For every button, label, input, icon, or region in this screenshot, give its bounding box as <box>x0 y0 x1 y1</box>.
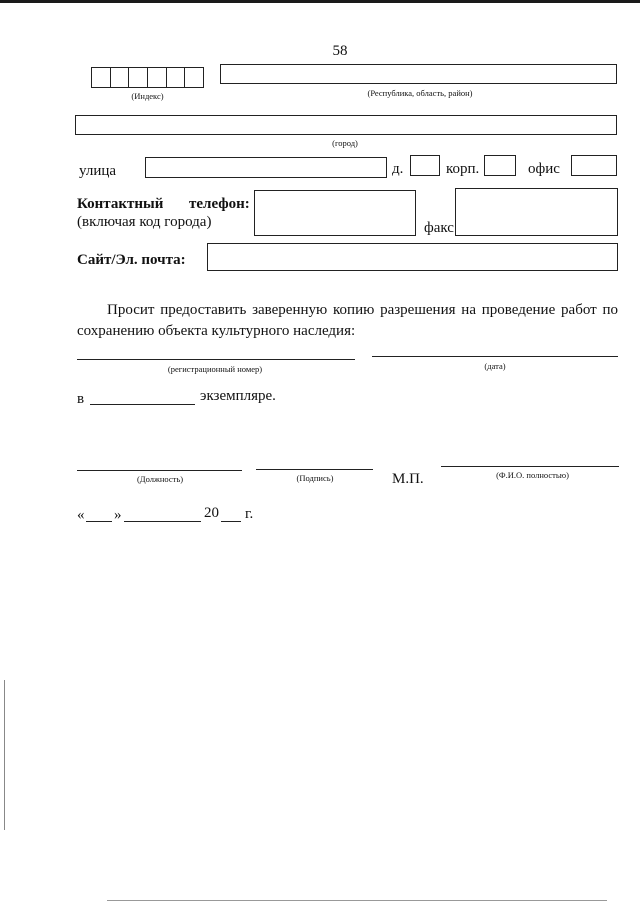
signature-line[interactable] <box>256 469 373 470</box>
site-email-label: Сайт/Эл. почта: <box>77 252 186 268</box>
street-label: улица <box>79 163 117 179</box>
stamp-label: М.П. <box>392 471 424 487</box>
office-field[interactable] <box>571 155 617 176</box>
copies-count-line[interactable] <box>90 404 195 405</box>
city-field[interactable] <box>75 115 617 135</box>
year-line[interactable] <box>221 521 241 522</box>
phone-note: (включая код города) <box>77 214 212 230</box>
index-digit-cell[interactable] <box>92 68 111 87</box>
region-caption: (Республика, область, район) <box>367 88 473 98</box>
index-caption: (Индекс) <box>131 91 164 101</box>
signature-caption: (Подпись) <box>296 473 334 483</box>
position-line[interactable] <box>77 470 242 471</box>
city-caption: (город) <box>332 138 358 148</box>
position-caption: (Должность) <box>136 474 184 484</box>
fax-field[interactable] <box>455 188 618 236</box>
street-field[interactable] <box>145 157 387 178</box>
house-label: д. <box>392 161 404 177</box>
page-number: 58 <box>332 43 348 59</box>
scan-bottom-mark <box>107 900 607 901</box>
index-digit-cell[interactable] <box>129 68 148 87</box>
date-line[interactable] <box>372 356 618 357</box>
copies-suffix: экземпляре. <box>200 388 276 404</box>
phone-field[interactable] <box>254 190 416 236</box>
fax-label: факс <box>424 220 454 236</box>
phone-label-word1: Контактный <box>77 196 164 212</box>
copies-prefix: в <box>77 391 85 407</box>
year-suffix: г. <box>245 506 254 522</box>
top-border <box>0 0 640 3</box>
full-name-line[interactable] <box>441 466 619 467</box>
index-digit-cell[interactable] <box>148 68 167 87</box>
building-field[interactable] <box>484 155 516 176</box>
index-digit-cell[interactable] <box>167 68 186 87</box>
date-close-quote: » <box>114 507 122 523</box>
date-caption: (дата) <box>484 361 506 371</box>
date-open-quote: « <box>77 507 85 523</box>
region-field[interactable] <box>220 64 617 84</box>
day-line[interactable] <box>86 521 112 522</box>
building-label: корп. <box>446 161 480 177</box>
month-line[interactable] <box>124 521 201 522</box>
office-label: офис <box>528 161 560 177</box>
registration-number-line[interactable] <box>77 359 355 360</box>
index-field[interactable] <box>91 67 204 88</box>
site-email-field[interactable] <box>207 243 618 271</box>
full-name-caption: (Ф.И.О. полностью) <box>496 470 569 480</box>
house-field[interactable] <box>410 155 440 176</box>
index-digit-cell[interactable] <box>111 68 130 87</box>
scan-edge-mark <box>4 680 5 830</box>
year-prefix: 20 <box>204 505 219 521</box>
request-text: Просит предоставить заверенную копию разрешения на проведение работ по сохранению объекта культурного наследия: <box>77 302 618 339</box>
registration-number-caption: (регистрационный номер) <box>167 364 263 374</box>
index-digit-cell[interactable] <box>185 68 203 87</box>
phone-label-word2: телефон: <box>189 196 250 212</box>
